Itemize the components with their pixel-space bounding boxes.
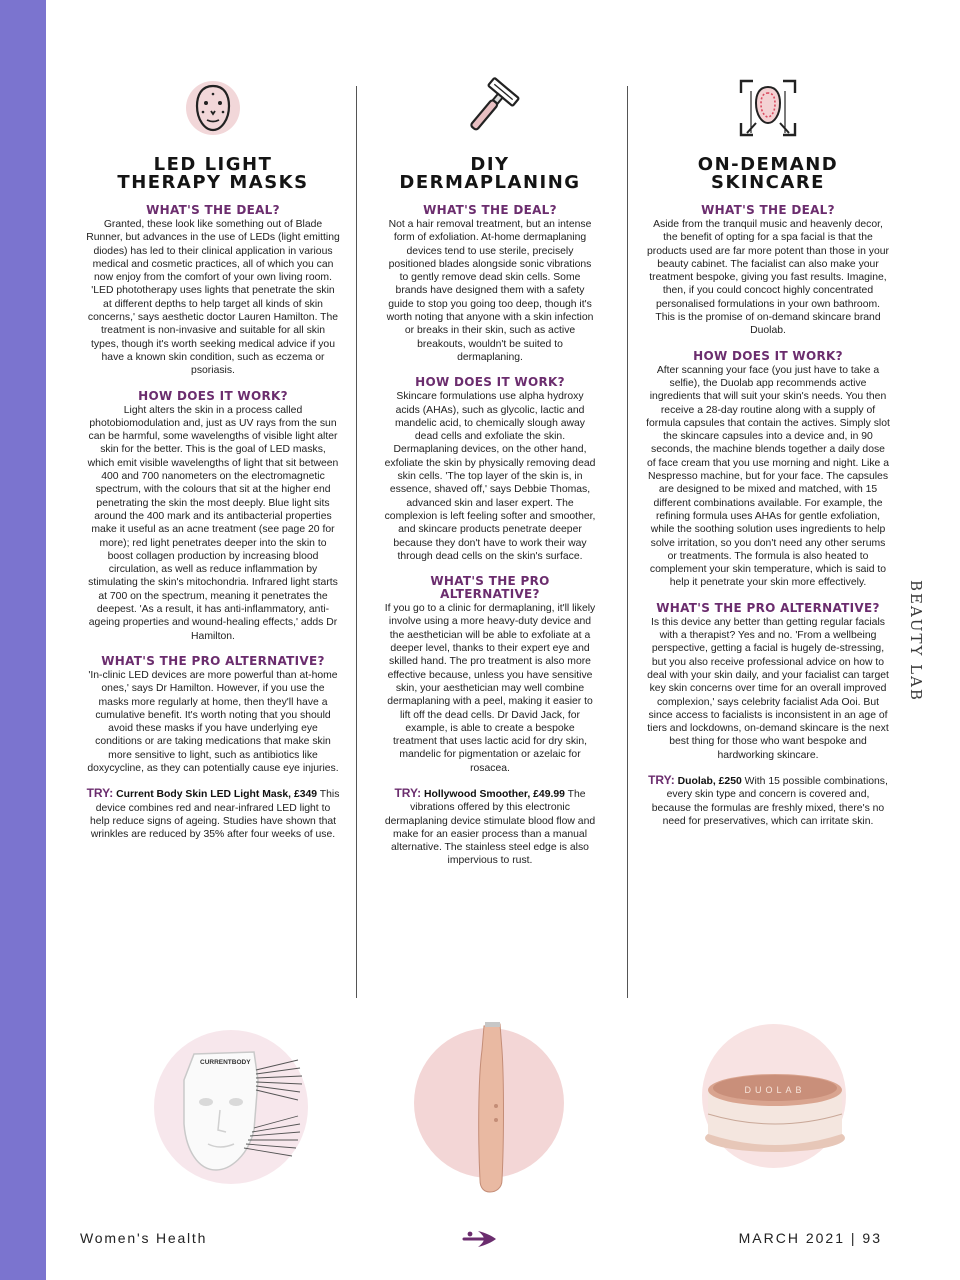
body-pro: 'In-clinic LED devices are more powerful than at-home ones,' says Dr Hamilton. However, if you use the masks more regularly at home, then they'll have a cumulative benefit. It's worth noting that you should avoid these masks if you have underlying eye conditions or are taking medications that make skin more sensitive to light, such as antibiotics like doxycycline, as they can potentially cause eye injuries. [87, 669, 339, 774]
subheading-deal: WHAT'S THE DEAL? [146, 203, 280, 217]
try-recommendation: TRY: Current Body Skin LED Light Mask, £349 This device combines red and near-infrared LED light to help reduce signs of ageing. Studies have shown that wrinkles are reduced by 35% after four weeks of use. [86, 786, 340, 841]
column-dermaplaning [384, 72, 596, 868]
column-led-masks [86, 72, 340, 841]
column-divider-1 [356, 86, 357, 998]
body-pro: Is this device any better than getting regular facials with a therapist? Yes and no. 'From a wellbeing perspective, getting a facial is hugely de-stressing, but you also receive professional advice on how to deal with your skin daily, and your facialist can target key skin concerns over time for an overall improved complexion,' says celebrity facialist Ada Ooi. But since access to facialists is inconsistent in an age of tiers and lockdowns, on-demand skincare is the next best thing for those who want bespoke and hardworking skincare. [647, 616, 889, 761]
body-pro: If you go to a clinic for dermaplaning, it'll likely involve using a more heavy-duty device and the aesthetician will be able to exfoliate at a deeper level, thanks to their expert eye and skilled hand. The pro treatment is also more effective because, unless you have sensitive skin, your aesthetician may well combine dermaplaning with a peel, making it easier to lift off the dead cells. Dr David Jack, for example, is able to create a bespoke treatment that uses lactic acid for dry skin, mandelic for pigmentation or azelaic for rosacea. [384, 603, 596, 774]
brand-logo-icon [462, 1228, 498, 1250]
body-deal: Granted, these look like something out of Blade Runner, but advances in the use of LEDs (light emitting diodes) has led to their clinical application in various medical and cosmetic practices, all of which you can now enjoy from the comfort of your own living room. 'LED phototherapy uses lights that penetrate the skin at different depths to help target all kinds of skin concerns,' says aesthetic doctor Lauren Hamilton. The treatment is non-invasive and suitable for all skin types, though it's worth seeking medical advice if you have a known skin condition, such as eczema or psoriasis. [86, 219, 340, 377]
body-how: Skincare formulations use alpha hydroxy acids (AHAs), such as glycolic, lactic and mandelic acid, to chemically slough away dead cells and exfoliate the skin. Dermaplaning devices, on the other hand, exfoliate the skin by physically removing dead skin cells. 'The top layer of the skin is, in essence, shaved off,' says Debbie Thomas, advanced skin and laser expert. The complexion is left feeling softer and smoother, and skincare products penetrate deeper because they don't have to work their way through dead cells on the skin's surface. [384, 391, 596, 562]
body-deal: Aside from the tranquil music and heavenly decor, the benefit of opting for a spa facial is that the products used are far more potent than those in your beauty cabinet. The facialist can also make your treatment bespoke, giving you fast results. Imagine, then, if you could concoct highly concentrated personalised formulations in your own bathroom. This is the promise of on-demand skincare brand Duolab. [646, 219, 889, 337]
column-on-demand [646, 72, 890, 828]
product-brand-text: DUOLAB [744, 1085, 806, 1095]
section-title: LED LIGHT THERAPY MASKS [117, 154, 309, 193]
footer-issue: MARCH 2021 | 93 [738, 1230, 882, 1246]
subheading-deal: WHAT'S THE DEAL? [423, 203, 557, 217]
product-brand-text: CURRENTBODY [200, 1059, 251, 1066]
side-label: BEAUTY LAB [907, 580, 925, 702]
footer-magazine-name: Women's Health [80, 1230, 208, 1246]
section-title: ON-DEMAND SKINCARE [697, 154, 839, 193]
side-color-band [0, 0, 46, 1280]
subheading-pro: WHAT'S THE PRO ALTERNATIVE? [101, 653, 325, 668]
razor-icon [384, 72, 596, 144]
dermaplaning-device-product-image [470, 1020, 510, 1195]
subheading-how: HOW DOES IT WORK? [138, 388, 288, 403]
try-recommendation: TRY: Hollywood Smoother, £49.99 The vibrations offered by this electronic dermaplaning device stimulate blood flow and make for an easier process than a manual alternative. The stainless steel edge is also impervious to rust. [384, 785, 596, 867]
try-recommendation: TRY: Duolab, £250 With 15 possible combinations, every skin type and concern is covered and, because the formulas are freshly mixed, there's no need for preservatives, which can irritate skin. [648, 772, 888, 827]
led-mask-icon [86, 72, 340, 144]
body-deal: Not a hair removal treatment, but an intense form of exfoliation. At-home dermaplaning devices tend to use sterile, precisely positioned blades alongside sonic vibrations to gently remove dead skin cells. Some brands have designed them with a safety guide to stop you going too deep, though it's worth noting that anyone with a skin infection or breaks in their skin, such as active breakouts, wouldn't be suited to dermaplaning. [386, 219, 594, 363]
body-how: After scanning your face (you just have to take a selfie), the Duolab app recommends active ingredients that will suit your skin's needs. You then receive a 28-day routine along with a supply of formula capsules that contain the actives. Simply slot the skincare capsules into a device and, in 90 seconds, the machine blends together a daily dose of face cream that you use morning and night. Like a Nespresso machine, but for your face. The capsules are designed to be mixed and matched, with 15 different combinations available. For example, the refining formula uses AHAs for gentle exfoliation, while the soothing solution uses ingredients to help solve irritation, so you don't need any other serums or treatments. The formula is also heated to complement your skin temperature, which is said to help it penetrate your skin more effectively. [646, 364, 890, 589]
subheading-how: HOW DOES IT WORK? [415, 375, 565, 390]
section-title: DIY DERMAPLANING [399, 154, 581, 193]
subheading-how: HOW DOES IT WORK? [693, 348, 843, 363]
face-scan-icon [646, 72, 890, 144]
duolab-device-product-image [700, 1060, 850, 1160]
subheading-pro: WHAT'S THE PRO ALTERNATIVE? [656, 600, 880, 615]
body-how: Light alters the skin in a process called photobiomodulation and, just as UV rays from the sun can be harmful, some wavelengths of visible light alter skin for the better. This is the goal of LED masks, which emit visible wavelengths of light that sit between 400 and 700 nanometers on the electromagnetic spectrum, with the colours that sit at the higher end penetrating the skin the most deeply. Blue light sits around the 400 mark and its antibacterial properties make it useful as an acne treatment (see page 20 for more); red light penetrates deeper into the skin to boost collagen production by increasing blood circulation, as well as reduce inflammation by stimulating the skin's mitochondria. Infrared light starts at 700 on the spectrum, meaning it penetrates the deepest. 'As a result, it has anti-inflammatory, anti-ageing properties and wound-healing effects,' adds Dr Hamilton. [87, 404, 339, 642]
column-divider-2 [627, 86, 628, 998]
subheading-pro: WHAT'S THE PRO ALTERNATIVE? [430, 574, 550, 602]
led-mask-product-image [158, 1040, 308, 1190]
subheading-deal: WHAT'S THE DEAL? [701, 203, 835, 217]
